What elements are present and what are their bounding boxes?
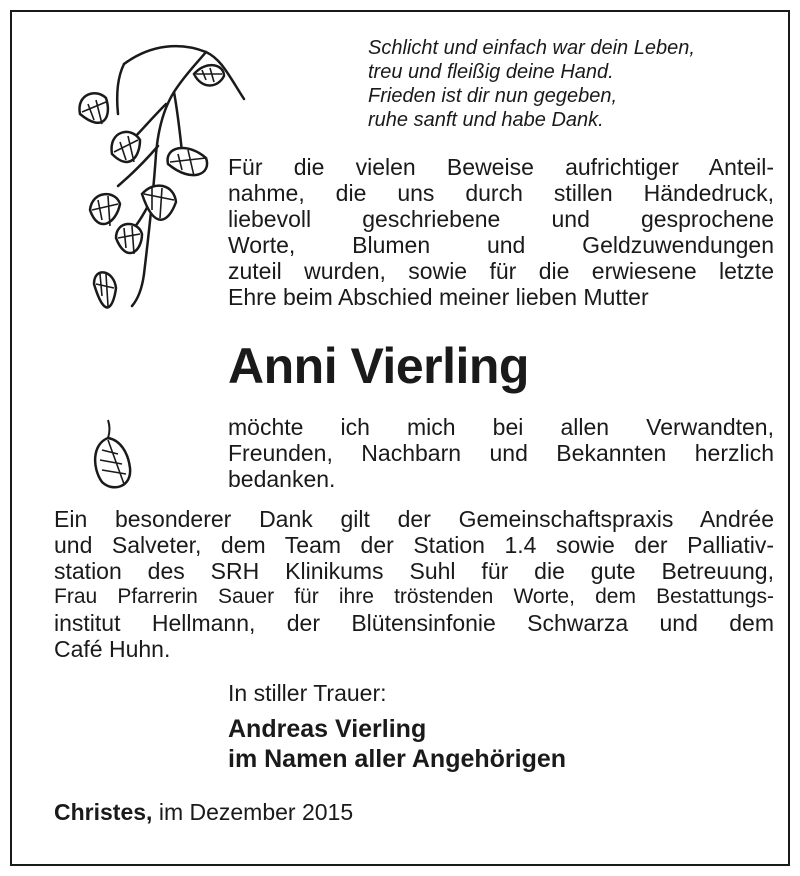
- text-line: Ehre beim Abschied meiner lieben Mutter: [228, 284, 649, 310]
- special-thanks-paragraph: [54, 506, 774, 662]
- signer-note: im Namen aller Angehörigen: [228, 745, 567, 773]
- poem-line: ruhe sanft und habe Dank.: [368, 109, 604, 131]
- text-line: Frau Pfarrerin Sauer für ihre tröstenden Worte, dem Bestattungs-: [54, 585, 774, 608]
- text-line: nahme, die uns durch stillen Händedruck,: [228, 180, 774, 206]
- deceased-name: Anni Vierling: [228, 338, 529, 394]
- text-line: station des SRH Klinikums Suhl für die gute Betreuung,: [54, 558, 774, 584]
- text-line: Worte, Blumen und Geldzuwendungen: [228, 232, 774, 258]
- text-line: und Salveter, dem Team der Station 1.4 sowie der Palliativ-: [54, 532, 774, 558]
- place-town: Christes,: [54, 799, 153, 825]
- poem-line: Schlicht und einfach war dein Leben,: [368, 37, 695, 59]
- text-line: liebevoll geschriebene und gesprochene: [228, 206, 774, 232]
- place-date-text: im Dezember 2015: [158, 799, 354, 825]
- signers: [228, 714, 566, 774]
- falling-leaf-icon: [88, 418, 138, 494]
- text-line: bedanken.: [228, 466, 336, 492]
- place-date: [54, 798, 353, 826]
- mourning-greeting: In stiller Trauer:: [228, 680, 387, 706]
- intro-paragraph: [228, 154, 774, 310]
- obituary-notice: [10, 10, 790, 866]
- text-line: möchte ich mich bei allen Verwandten,: [228, 414, 774, 440]
- poem-line: treu und fleißig deine Hand.: [368, 61, 614, 83]
- poem: [368, 36, 768, 132]
- text-line: Ein besonderer Dank gilt der Gemeinschaftspraxis Andrée: [54, 506, 774, 532]
- text-line: Freunden, Nachbarn und Bekannten herzlich: [228, 440, 774, 466]
- poem-line: Frieden ist dir nun gegeben,: [368, 85, 618, 107]
- text-line: Für die vielen Beweise aufrichtiger Anteil-: [228, 154, 774, 180]
- thanks-paragraph: [228, 414, 774, 492]
- text-line: Café Huhn.: [54, 636, 171, 662]
- text-line: institut Hellmann, der Blütensinfonie Schwarza und dem: [54, 610, 774, 636]
- signer-name: Andreas Vierling: [228, 715, 427, 743]
- birch-branch-icon: [56, 34, 256, 334]
- text-line: zuteil wurden, sowie für die erwiesene letzte: [228, 258, 774, 284]
